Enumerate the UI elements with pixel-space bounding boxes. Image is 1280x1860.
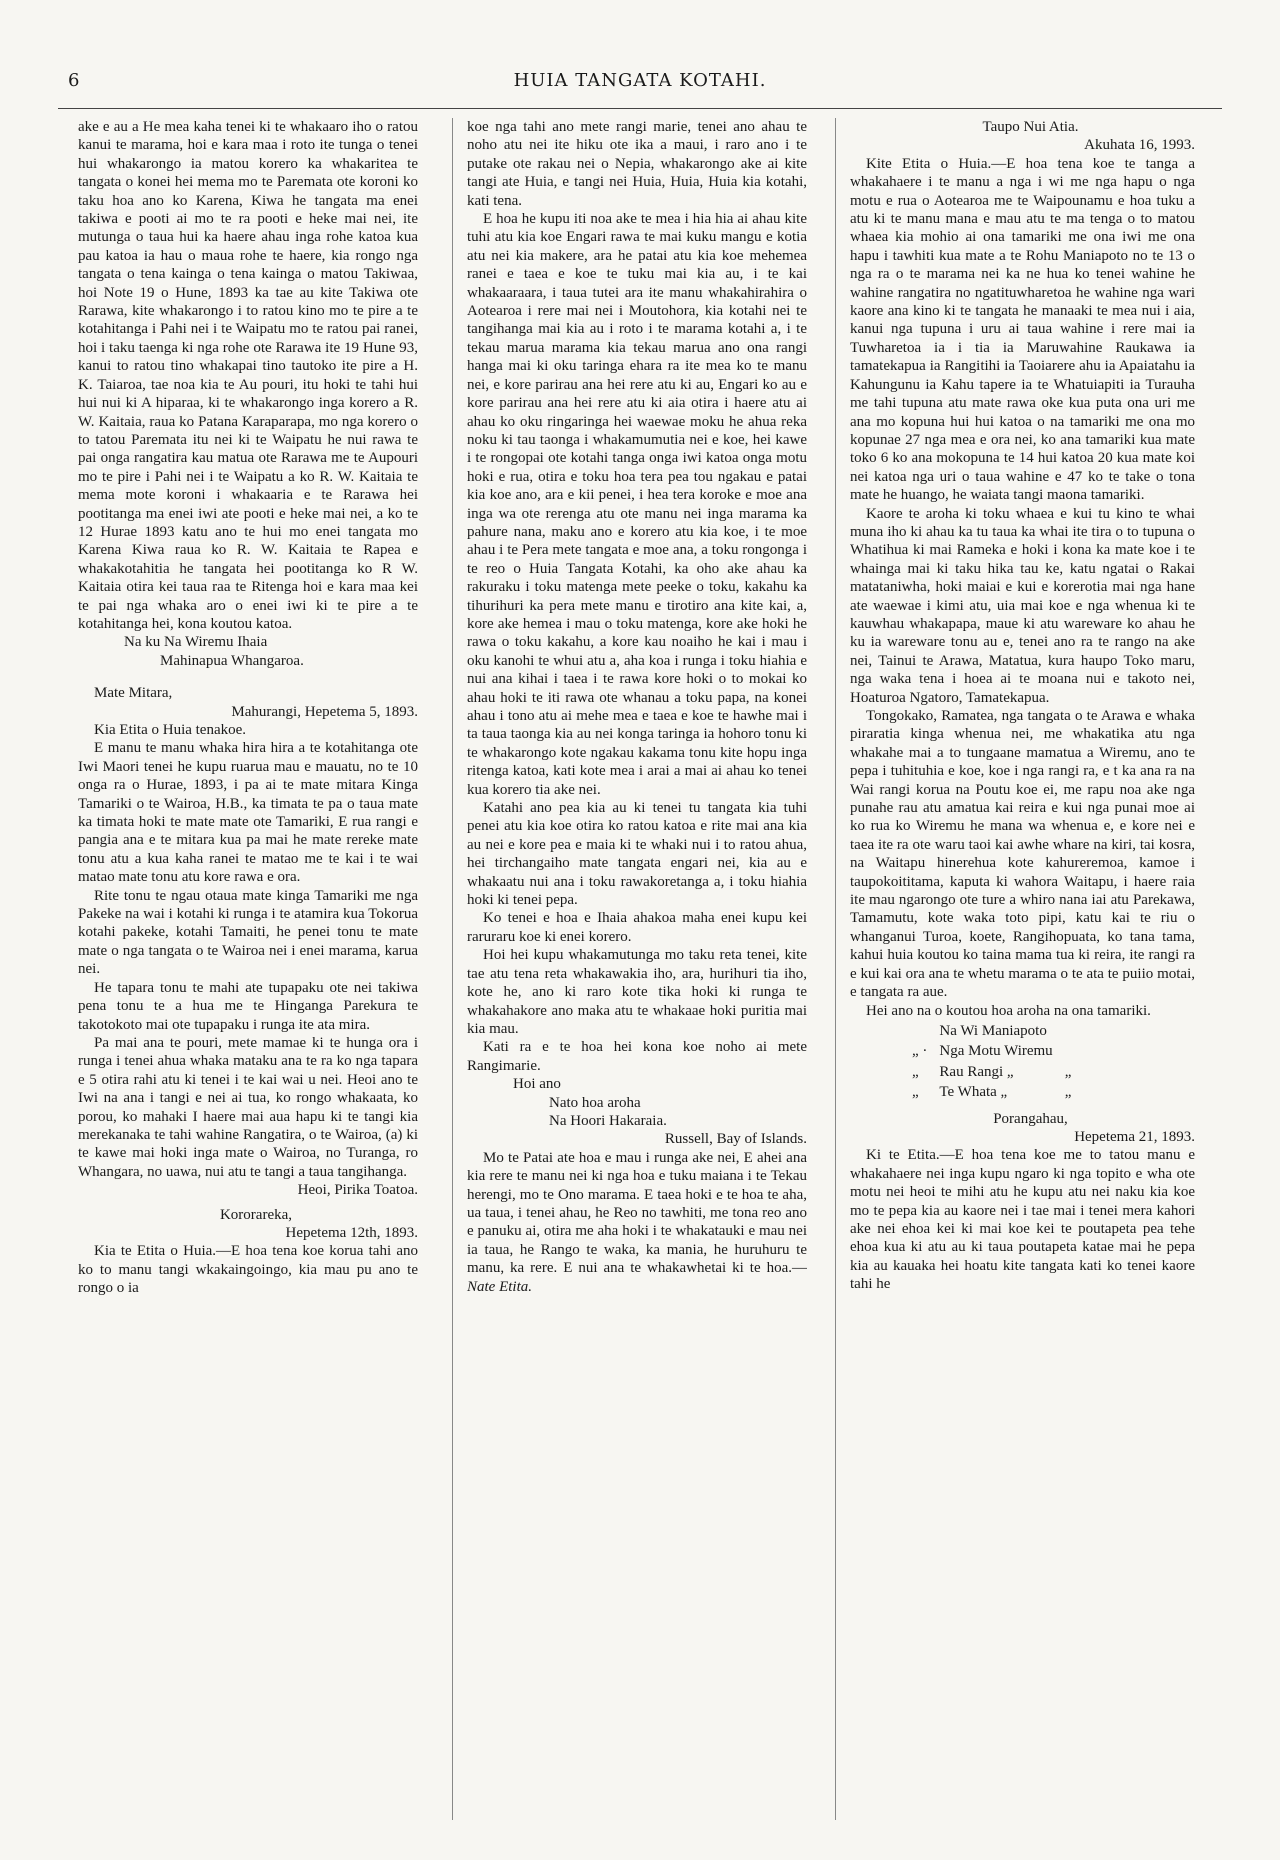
ditto-mark: „ bbox=[912, 1063, 919, 1080]
ditto-mark bbox=[1065, 1022, 1082, 1040]
signature-name: Rau Rangi „ bbox=[939, 1063, 1014, 1080]
letter-heading: Kororareka, bbox=[219, 1206, 293, 1223]
spacer bbox=[78, 670, 418, 684]
letter-body: Rite tonu te ngau otaua mate kinga Tamariki me nga Pakeke na wai i kotahi ki runga i te atamira kua Tokorua kotahi pakeke, kotahi Tamaiti, he penei tonu te mate mate o nga tangata o te Wairoa nei i enei marama, karua nei. bbox=[78, 887, 418, 978]
letter-heading: Mate Mitara, bbox=[94, 685, 173, 702]
letter-body: He tapara tonu te mahi ate tupapaku ote nei takiwa pena tonu te a hua me te Hinganga Parekura te takotokoto mai ote tupapaku i runga ite ata mira. bbox=[78, 979, 418, 1033]
waiata-text: Kaore te aroha ki toku whaea e kui tu kino te whai muna iho ki ahau ka tu taua ka whai ite tira o to tupuna o Whatihua ki mai Rameka e hoki i kona ka mate koe i te whainga mai ki taku hika tau ke, katu ngatai o Rakai matataniwha, hoki maiai e kui e korerotia mai nga hane ate waewae i kimi atu, uia mai koe e nga whenua ki te kauwhau whakapapa, maue ki atu wareware ko ahau he ku ia wareware tonu au e, tenei ano ra te rango na ake nei, Tainui te Arawa, Matatua, kura haupo Toko maru, nga waka tena i hoea ai te moana nui e takoto nei, Hoaturoa Ngatoro, Tamatekapua. bbox=[850, 505, 1195, 706]
page-header bbox=[58, 62, 1222, 102]
letter-body: Kite Etita o Huia.—E hoa tena koe te tanga a whakahaere i te manu a nga i wi me nga hapu o nga motu e rua o Aotearoa me te Waipounamu e hoa tuku a atu ki te manu mana e mau atu te ma tenga o to matou whaea kia mohio ai ona tamariki me ona iwi me ona hapu i tawhiti kua mate a te Rohu Maniapoto no te 13 o nga ra o te marama nei ka ne hua ko tenei wahine he wahine rangatira no ngatituwharetoa he wahine nga wari kaore ana kino ki te tangata he manaaki te mea nui i aia, kanui nga tupuna i uru ai taua wahine i rere mai ia Tuwharetoa ia i tia ia Maruwahine Raukawa ia tamatekapua ia Rangitihi ia Taoiarere ahu ia Apaiatahu ia Kahungunu ia Kahu tapere ia te Whatuiapiti ia Turauha me tahi tupuna atu mate rawa oke kua puta ona uri me ana mo kopuna hui hui katoa o na tamariki me ona mo kopunae 27 nga mea e ora nei, ko ana tamariki kua mate toko 6 ko ana mokopuna te 14 hui katoa 20 kua mate koi nei katoa nga uri o taua wahine e 47 ko te take o tona mate he huango, he waiata tangi maona tamariki. bbox=[850, 155, 1195, 504]
signature-line: Hoi ano bbox=[513, 1076, 561, 1093]
editor-signature: Nate Etita. bbox=[467, 1278, 532, 1295]
letter-heading: Porangahau, bbox=[993, 1110, 1068, 1127]
editor-reply bbox=[467, 1149, 807, 1296]
signature-row bbox=[912, 1083, 1081, 1101]
page-number: 6 bbox=[68, 70, 80, 91]
signature-row bbox=[912, 1042, 1081, 1060]
letter-body: Katahi ano pea kia au ki tenei tu tangata kia tuhi penei atu kia koe otira ko ratou katoa e rite mai ana kia au nei e kore pea e maia ki te whaki nui i to ratou ahua, hei tirchangaiho mate tangata engari nei, kia au e whakaatu nui ana i toku rawakoretanga a, i toku hiahia hoki ki tenei pepa. bbox=[467, 800, 807, 909]
ditto-mark bbox=[912, 1022, 937, 1040]
letter-body: Kia te Etita o Huia.—E hoa tena koe korua tahi ano ko to manu tangi wkakaingoingo, kia mau pu ano te rongo o ia bbox=[78, 1243, 418, 1297]
letter-body: koe nga tahi ano mete rangi marie, tenei ano ahau te noho atu nei ite hiku ote ika a maui, i raro ano i te putake ote rakau nei o Nepia, whakarongo ake ai kite tangi ate Huia, e tangi nei Huia, Huia, Huia kia kotahi, kati tena. bbox=[467, 119, 807, 209]
ditto-mark bbox=[1065, 1042, 1082, 1060]
letter-body: Kati ra e te hoa hei kona koe noho ai mete Rangimarie. bbox=[467, 1039, 807, 1074]
letter-dateline: Mahurangi, Hepetema 5, 1893. bbox=[231, 703, 418, 720]
signature-line: Nato hoa aroha bbox=[549, 1094, 641, 1111]
signature-list bbox=[910, 1020, 1083, 1104]
letter-dateline: Akuhata 16, 1993. bbox=[1084, 137, 1195, 154]
signature-place: Mahinapua Whangaroa. bbox=[160, 652, 304, 669]
letter-body: E hoa he kupu iti noa ake te mea i hia hia ai ahau kite tuhi atu kia koe Engari rawa te mai kuku mangu e kotia atu nei kia makere, ara he patai atu kia koe mehemea ranei e taea e koe te tuku mai kia au, i te kai whakaaraara, i taua tutei ara ite manu whakahirahira o Aotearoa i rere mai nei i Moutohora, kia kotahi nei te tangihanga mai kia au i roto i te marama kotahi a, i te tekau marua marama kia tekau marua ano ona rangi hanga mai ki oku taringa ehara ra ite mea ko te manu nei, e kore parirau ana hei rere atu ki au, Engari ko au e kore parirau ana hei rere atu ki aia otira i haere atu ai ahau ko oku ringaringa hei waewae moku he ahua reka noku ki tau taonga i whakamumutia nei e koe, hei kawe i te rongopai ote kotahi tanga onga iwi katoa onga motu hoki e rua, otira e toku hoa tera pea tou ngakau e patai kia koe ano, ara e kii penei, i hea tera koroke e moe ana inga wa ote rerenga atu ote manu nei inga marama ka pahure nana, maku ano e korero atu kia koe, i te moe ahau i te Pera mete tangata e moe ana, a toku rongonga i te reo o Huia Tangata Kotahi, ka oho ake ahau ka rakuraku i toku matenga mete peeke o toku, kakahu ka tihurihuri ka pera mete manu e tirotiro ana kite kai, a, kore ake hemea i mau o toku matenga, kore ake hoki he rawa o toku kakahu, a kore kau noaiho he kai i mau i oku kanohi te whui atu a, aha koa i runga i toku hiahia e nui ana kihai i taea i te rawa kore hoki o to mokai ko ahau hoki te iti rawa ote whanau a toku papa, na konei ahau i tono atu ai mehe mea e taea e koe te hawhe mai i ta taua taonga kia au nei konga taringa ia hohoro tonu ki te whakarongo kote ngakau kakama tonu kite hopu inga ritenga katoa, kati kote mea i arai a mai ai ahau ko tenei kua korero tia ake nei. bbox=[467, 211, 807, 798]
signature: Na ku Na Wiremu Ihaia bbox=[124, 634, 268, 651]
letter-body: Ki te Etita.—E hoa tena koe me to tatou manu e whakahaere nei inga kupu ngaro ki nga topito e wha ote motu nei heoi te mihi atu he kupu atu nei naku kia koe mo te pepa kia au kaore nei i tae mai i tenei mera kahori ake nei ehoa kei ki mai koe kei te poutapeta pea tehe ehoa kua ki atu au ki taua poutapeta katae mai he pepa kia au kauaka hei hoatu kite tangata kati ko tenei kaore tahi he bbox=[850, 1147, 1195, 1293]
signature-place: Russell, Bay of Islands. bbox=[664, 1131, 807, 1148]
ditto-mark: „ bbox=[1064, 1084, 1072, 1101]
letter-body: Pa mai ana te pouri, mete mamae ki te hunga ora i runga i tenei ahua whaka mataku ana te ra ko nga tapara e 5 otira rahi atu ki tenei i te kai wai u nei. Heoi ano te Iwi na ana i tangi e nei ai tua, ko rongo whakaata, ko porou, ko mahaki I haere mai aua hapu ki te tangi kia merekanaka te tahi wahine Rangatira, o te Wairoa, (a) ki te kawe mai hoki inga mate o Wairoa, no Turanga, ro Whangara, no uawa, nui atu te tangi a taua tangihanga. bbox=[78, 1034, 418, 1180]
signature-name: Nga Motu Wiremu bbox=[939, 1043, 1053, 1060]
letter-heading: Taupo Nui Atia. bbox=[982, 119, 1079, 135]
signature-name: Na Wi Maniapoto bbox=[939, 1022, 1047, 1039]
letter-body: E manu te manu whaka hira hira a te kotahitanga ote Iwi Maori tenei he kupu ruarua mau e mauatu, no te 10 onga ra o Hurae, 1893, i pa ai te mate mitara Kinga Tamariki o te Wairoa, H.B., ka timata te pa o taua mate ka timata hoki te mate mate ote Tamariki, E rua rangi e pangia ana e te mitara kua pa mai he mate rereke mate tonu atu a kua kaha ranei te matao me te kai i te wai matao mate tonu atu kore rawa e ora. bbox=[78, 740, 418, 886]
editor-reply-text: Mo te Patai ate hoa e mau i runga ake nei, E ahei ana kia rere te manu nei ki nga hoa e tuku maiana i te Tekau herengi, mo te Ono marama. E taea hoki e te hoa te aha, ua taua, i tenei ahau, he Reo no tawhiti, me tona reo ano e panuku ai, otira me aha hoki i te whakatauki e mau nei ia taua, he Rango te waka, ka mania, he huruhuru te manu, ka rere. E nui ana te whakawhetai ki te hoa.— bbox=[467, 1149, 807, 1277]
letter-body: Hoi hei kupu whakamutunga mo taku reta tenei, kite tae atu tena reta whakawakia iho, ara, hurihuri tia iho, kote he, ano ki raro kote tika hoki ki runga te whakahakore ano maka atu te whakaae hoki puritia mai kia mau. bbox=[467, 947, 807, 1037]
running-head: HUIA TANGATA KOTAHI. bbox=[513, 70, 767, 91]
ditto-mark: „ bbox=[1064, 1063, 1072, 1080]
ditto-mark: „ · bbox=[912, 1043, 928, 1060]
letter-body: Ko tenei e hoa e Ihaia ahakoa maha enei kupu kei raruraru koe ki enei korero. bbox=[467, 910, 807, 945]
signature-name: Na Hoori Hakaraia. bbox=[549, 1112, 667, 1129]
letter-closing: Hei ano na o koutou hoa aroha na ona tamariki. bbox=[866, 1002, 1151, 1019]
waiata-text: Tongokako, Ramatea, nga tangata o te Arawa e whaka piraratia kinga whenua nei, me whakatika atu nga whakahe mai a to tungaane mamatua a Wiremu, ano te pepa i tuhituhia e koe, koe i nga rangi ra, e t ka ana ra na Wai rangi korua na Poutu koe ei, me rapu noa ake nga punahe rau atu amatua kai reira e kui nga punai moe ai ko rua ko Wiremu he mana wa whenua e, e kore nei e taea ite ra ote waru taoi kai awhe whare na kiri, tai kosra, na Waitapu hinerehua kote kahureremoa, kamoe i taupokoititama, kaputa ki wahora Waitapu, i haere raia ite mau ngarongo ote ture a whiro nana iai atu Parekawa, Tamamutu, kote waka toto pipi, katu kai te riu o whanganui Turoa, koete, Rangihopuata, ko tana tama, kahui huia koutou ko taina mama tua ki reira, ite rangi ra e kui kai ora ana te whetu marama o te ata te puiio motai, e tangata ra aue. bbox=[850, 708, 1195, 1001]
column-2 bbox=[452, 118, 807, 1820]
letter-dateline: Hepetema 12th, 1893. bbox=[285, 1224, 418, 1241]
column-1 bbox=[78, 118, 418, 1820]
letter-salutation: Kia Etita o Huia tenakoe. bbox=[94, 722, 247, 738]
letter-dateline: Hepetema 21, 1893. bbox=[1074, 1128, 1195, 1145]
signature-name: Te Whata „ bbox=[939, 1084, 1008, 1101]
ditto-mark: „ bbox=[912, 1084, 919, 1101]
letter-body: ake e au a He mea kaha tenei ki te whakaaro iho o ratou kanui te marama, hoi e kara maa i roto ite tunga o tenei hui whakarongo ia matou korero ka whakaritea te tangata o konei hei mema mo te Paremata ote koroni ko taku hoa ano ko Karena, Kiwa he tangata ma enei takiwa e pooti ai mo te ra pooti e heke mai nei, ite mutunga o taua hui ka haere ahau inga rohe katoa kua pau katoa ia hau o maua rohe te haere, kia rongo nga tangata o tena kainga o tena kainga o matou Takiwaa, hoi Note 19 o Hune, 1893 ka tae au kite Takiwa ote Rarawa, kite whakarongo i to ratou kino mo te pire a te kotahitanga i Pahi nei i te Waipatu mo te ratou pai ranei, hoi i taku taenga ki nga rohe ote Rarawa ite 19 Hune 93, kanui to ratou tino whakapai tino tautoko ite pire a H. K. Taiaroa, tae noa kia te Au pouri, itu hoki te tahi hui hui nui ki A hiparaa, ki te whakarongo inga korero a R. W. Kaitaia, raua ko Patana Karaparapa, mo nga korero o to tatou Paremata itu nei ki te Waipatu he nui rawa te pai onga rangatira kau matua ote Rarawa me te Aupouri mo te pire i Pahi nei i te Waipatu a ko R. W. Kaitaia te mema mote koroni i whakaaria e te Rarawa hei pootitanga ma enei iwi ate pooti e heke mai nei, a ko te 12 Hurae 1893 katu ano te hui mo enei tangata mo Karena Kiwa raua ko R. W. Kaitaia te Rapea e whakakotahitia he tangata hei pootitanga ko R W. Kaitaia otira kei taua raa te Ritenga hoi e kara maa kei te pai nga whaka aro o enei iwi ki te pire a te kotahitanga hei, kona koutou katoa. bbox=[78, 119, 418, 632]
header-rule bbox=[58, 108, 1222, 109]
column-3 bbox=[835, 118, 1195, 1820]
signature-row bbox=[912, 1022, 1081, 1040]
signature-row bbox=[912, 1063, 1081, 1081]
signature: Heoi, Pirika Toatoa. bbox=[297, 1182, 418, 1199]
